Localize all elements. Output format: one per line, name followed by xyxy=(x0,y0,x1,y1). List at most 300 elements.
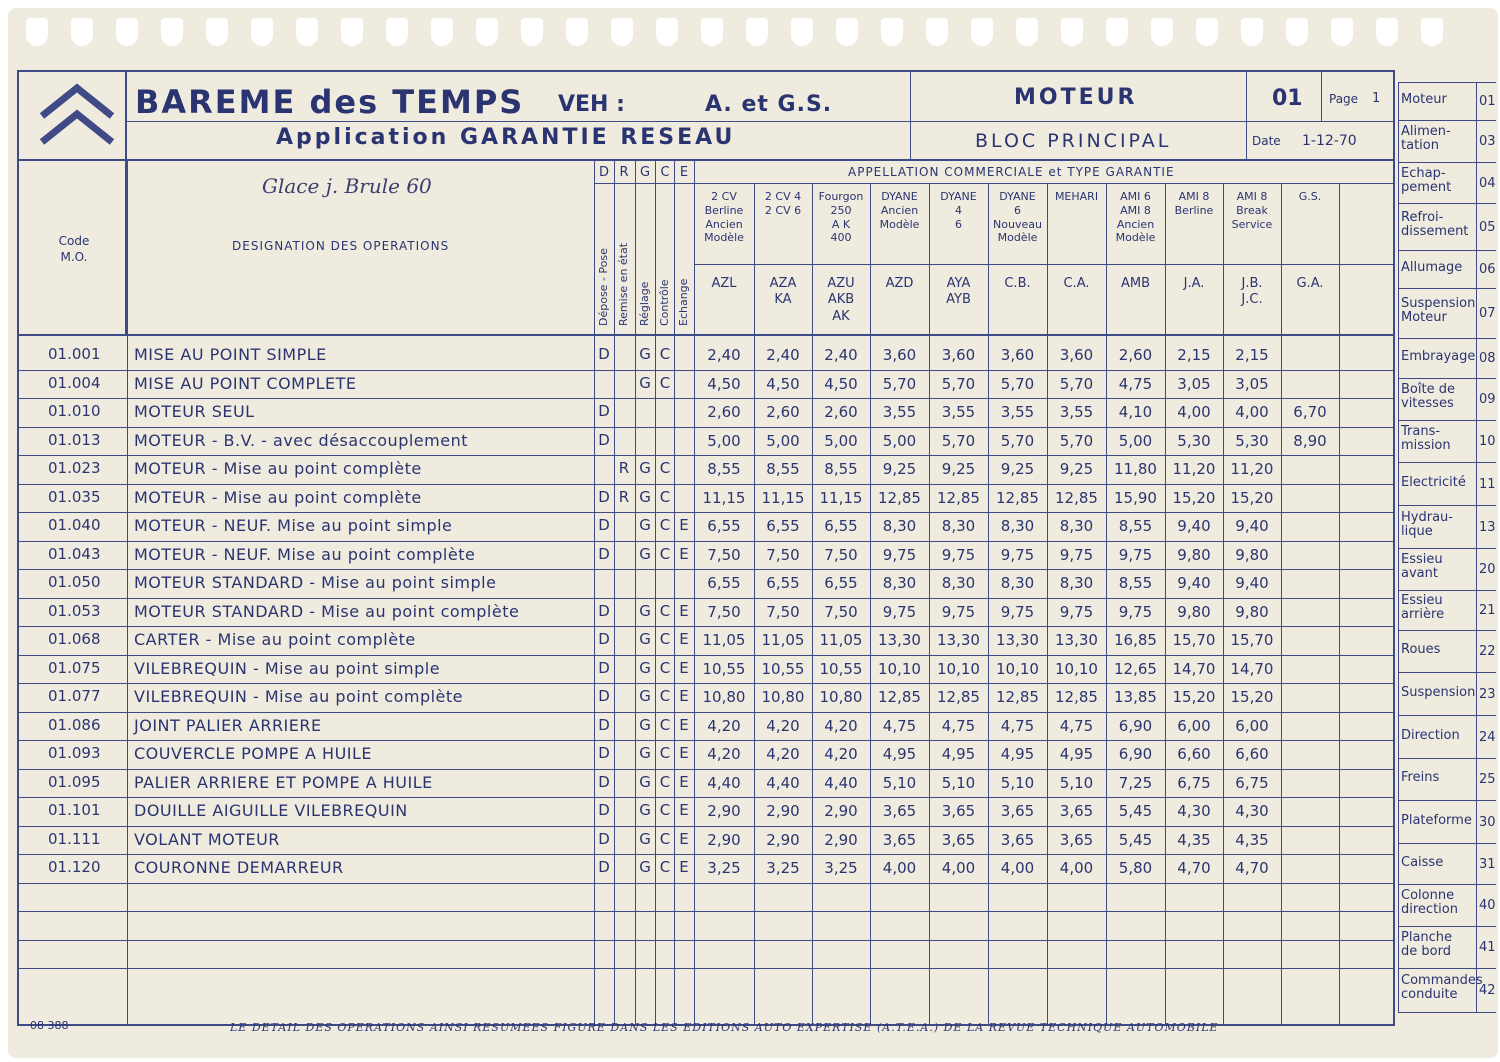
time-value: 2,90 xyxy=(766,802,800,820)
row-rule xyxy=(17,883,1393,884)
time-value: 6,90 xyxy=(1118,745,1153,763)
appellation-rule xyxy=(694,183,1393,184)
time-value: 6,55 xyxy=(766,574,800,592)
flag-name: Echange xyxy=(677,278,690,326)
time-value: 4,95 xyxy=(1059,745,1094,763)
binder-hole xyxy=(926,18,948,46)
time-value: 4,95 xyxy=(882,745,917,763)
time-value: 6,55 xyxy=(707,574,741,592)
date-label: Date xyxy=(1252,134,1281,148)
operation-flag: G xyxy=(639,601,651,620)
operation-flag: G xyxy=(639,487,651,506)
model-name: DYANE 4 6 xyxy=(940,190,977,231)
time-value: 4,20 xyxy=(824,716,858,735)
time-value: 9,25 xyxy=(882,460,917,478)
side-tab-label: Electricité xyxy=(1401,474,1466,490)
time-value: 6,75 xyxy=(1235,773,1269,792)
model-column-rule xyxy=(1281,183,1282,1024)
time-value: 10,10 xyxy=(1055,659,1098,678)
time-value: 2,15 xyxy=(1235,346,1269,364)
time-value: 4,95 xyxy=(1000,745,1035,763)
time-value: 5,70 xyxy=(941,374,976,393)
flag-name: Remise en état xyxy=(617,242,630,326)
binder-hole xyxy=(116,18,138,46)
section-divider xyxy=(910,70,911,159)
binder-hole xyxy=(1061,18,1083,46)
binder-hole xyxy=(1421,18,1443,46)
operation-flag: E xyxy=(679,516,689,534)
time-value: 8,55 xyxy=(766,460,800,478)
time-value: 2,90 xyxy=(824,802,858,820)
row-rule xyxy=(17,484,1393,485)
operation-flag: D xyxy=(598,801,610,819)
row-rule xyxy=(17,569,1393,570)
time-value: 3,65 xyxy=(1059,830,1094,849)
time-value: 3,65 xyxy=(941,802,976,820)
flag-letter-g: G xyxy=(639,165,651,180)
time-value: 15,20 xyxy=(1172,688,1216,706)
model-column-rule xyxy=(754,183,755,1024)
operation-designation: COURONNE DEMARREUR xyxy=(134,858,344,877)
operation-flag: C xyxy=(659,345,671,363)
time-value: 11,80 xyxy=(1114,460,1157,478)
subsection-title: BLOC PRINCIPAL xyxy=(975,130,1172,152)
time-value: 4,10 xyxy=(1118,403,1153,421)
time-value: 11,05 xyxy=(761,631,805,649)
operation-code: 01.053 xyxy=(48,601,101,620)
table-head-rule xyxy=(17,334,1393,336)
model-type: C.A. xyxy=(1063,276,1090,291)
side-tab-number: 41 xyxy=(1479,940,1496,955)
time-value: 9,75 xyxy=(1059,602,1094,621)
flag-column-rule xyxy=(635,159,636,1024)
time-value: 5,00 xyxy=(882,431,917,450)
time-value: 5,10 xyxy=(1059,773,1094,792)
time-value: 4,20 xyxy=(707,716,741,735)
tab-rule xyxy=(1398,715,1496,716)
time-value: 4,00 xyxy=(882,859,917,877)
time-value: 3,65 xyxy=(1000,830,1035,849)
row-rule xyxy=(17,370,1393,371)
time-value: 4,20 xyxy=(766,745,800,763)
binder-hole xyxy=(1106,18,1128,46)
operation-flag: E xyxy=(679,744,689,762)
binder-hole xyxy=(746,18,768,46)
operation-flag: C xyxy=(659,829,671,848)
model-type: AZU AKB AK xyxy=(827,276,855,324)
time-value: 5,30 xyxy=(1177,431,1211,450)
time-value: 3,05 xyxy=(1177,374,1211,393)
time-value: 4,75 xyxy=(1118,374,1153,393)
time-value: 3,25 xyxy=(766,859,800,877)
row-rule xyxy=(17,968,1393,969)
tab-rule xyxy=(1398,672,1496,673)
binder-holes xyxy=(8,8,1498,44)
side-tab-label: Allumage xyxy=(1401,260,1463,275)
side-tab-number: 30 xyxy=(1479,814,1496,830)
model-name: AMI 6 AMI 8 Ancien Modèle xyxy=(1115,190,1156,245)
time-value: 13,30 xyxy=(878,631,921,649)
time-value: 13,30 xyxy=(996,631,1039,649)
time-value: 2,90 xyxy=(707,830,741,849)
flag-letter-d: D xyxy=(598,165,609,180)
operation-flag: D xyxy=(598,601,610,620)
time-value: 4,00 xyxy=(1059,859,1094,877)
binder-hole xyxy=(701,18,723,46)
row-rule xyxy=(17,398,1393,399)
time-value: 6,90 xyxy=(1118,716,1153,735)
row-rule xyxy=(17,541,1393,542)
sheet-subtitle: Application GARANTIE RESEAU xyxy=(276,125,736,150)
binder-hole xyxy=(71,18,93,46)
tab-rule xyxy=(1398,505,1496,506)
operation-flag: E xyxy=(679,687,689,705)
model-type: AYA AYB xyxy=(946,276,971,308)
time-value: 15,20 xyxy=(1230,688,1274,706)
binder-hole xyxy=(386,18,408,46)
group-divider xyxy=(1246,70,1247,159)
operation-flag: C xyxy=(659,801,671,819)
time-value: 12,85 xyxy=(1055,688,1098,706)
row-rule xyxy=(17,797,1393,798)
tab-rule xyxy=(1398,162,1496,163)
side-tab-number: 24 xyxy=(1479,729,1496,745)
model-type-rule xyxy=(694,264,1393,265)
side-tab-number: 13 xyxy=(1479,519,1496,535)
time-value: 15,90 xyxy=(1114,488,1157,507)
tab-rule xyxy=(1398,884,1496,885)
operation-code: 01.023 xyxy=(48,459,101,477)
model-column-rule xyxy=(1223,183,1224,1024)
time-value: 3,60 xyxy=(1000,346,1035,364)
binder-hole xyxy=(1151,18,1173,46)
binder-hole xyxy=(1241,18,1263,46)
time-value: 10,80 xyxy=(819,688,863,706)
operation-flag: E xyxy=(679,772,689,791)
binder-hole xyxy=(656,18,678,46)
binder-hole xyxy=(791,18,813,46)
operation-code: 01.120 xyxy=(48,858,101,876)
tab-rule xyxy=(1398,338,1496,339)
time-value: 4,40 xyxy=(824,773,858,792)
time-value: 10,55 xyxy=(702,659,746,678)
tab-rule xyxy=(1398,288,1496,289)
time-value: 9,75 xyxy=(941,602,976,621)
model-column-rule xyxy=(870,183,871,1024)
operation-flag: D xyxy=(598,345,610,363)
time-value: 9,75 xyxy=(1000,602,1035,621)
side-tab-label: Alimen- tation xyxy=(1401,124,1451,154)
tab-rule xyxy=(1398,590,1496,591)
time-value: 4,40 xyxy=(766,773,800,792)
time-value: 16,85 xyxy=(1114,631,1157,649)
operation-flag: G xyxy=(639,772,651,791)
row-rule xyxy=(17,598,1393,599)
time-value: 2,40 xyxy=(824,346,858,364)
time-value: 8,30 xyxy=(941,517,976,535)
operation-flag: D xyxy=(598,687,610,705)
flag-letter-rule xyxy=(594,183,694,184)
side-tab-number: 04 xyxy=(1479,175,1496,191)
model-column-rule xyxy=(1047,183,1048,1024)
time-value: 11,15 xyxy=(702,488,746,507)
time-value: 9,80 xyxy=(1235,545,1269,564)
operation-flag: E xyxy=(679,630,689,648)
operation-code: 01.040 xyxy=(48,516,101,534)
time-value: 10,80 xyxy=(761,688,805,706)
time-value: 6,70 xyxy=(1293,403,1327,421)
time-value: 8,30 xyxy=(882,517,917,535)
binder-hole xyxy=(296,18,318,46)
side-tab-number: 23 xyxy=(1479,686,1496,702)
side-tab-label: Boîte de vitesses xyxy=(1401,382,1455,412)
binder-hole xyxy=(566,18,588,46)
time-value: 9,75 xyxy=(941,545,976,564)
flag-column-rule xyxy=(674,159,675,1024)
model-name: 2 CV Berline Ancien Modèle xyxy=(704,190,744,245)
binder-hole xyxy=(26,18,48,46)
model-type: AMB xyxy=(1120,276,1151,291)
time-value: 2,60 xyxy=(824,403,858,421)
binder-hole xyxy=(836,18,858,46)
time-value: 12,65 xyxy=(1114,659,1157,678)
operation-flag: C xyxy=(659,630,671,648)
appellation-header: APPELLATION COMMERCIALE et TYPE GARANTIE xyxy=(848,165,1175,179)
side-tab-number: 42 xyxy=(1479,983,1496,998)
time-value: 5,70 xyxy=(1000,374,1035,393)
operation-flag: G xyxy=(639,715,651,734)
time-value: 5,70 xyxy=(882,374,917,393)
time-value: 4,35 xyxy=(1235,830,1269,849)
binder-hole xyxy=(1016,18,1038,46)
operation-designation: MOTEUR - Mise au point complète xyxy=(134,459,422,478)
operation-designation: MISE AU POINT SIMPLE xyxy=(134,345,327,364)
flag-column-rule xyxy=(594,159,595,1024)
operation-code: 01.077 xyxy=(48,687,101,705)
time-value: 14,70 xyxy=(1172,659,1216,678)
operation-code: 01.093 xyxy=(48,744,101,762)
operation-flag: G xyxy=(639,801,651,819)
time-value: 2,60 xyxy=(707,403,741,421)
time-value: 8,30 xyxy=(1059,517,1094,535)
time-value: 3,60 xyxy=(1059,346,1094,364)
operation-designation: VILEBREQUIN - Mise au point simple xyxy=(134,658,441,678)
time-value: 4,75 xyxy=(941,716,976,735)
time-value: 2,90 xyxy=(707,802,741,820)
side-tab-number: 20 xyxy=(1479,562,1496,577)
time-value: 8,30 xyxy=(1059,574,1094,592)
model-column-rule xyxy=(988,183,989,1024)
time-value: 3,65 xyxy=(941,830,976,849)
time-value: 9,40 xyxy=(1235,574,1269,592)
operation-flag: C xyxy=(659,373,671,392)
time-value: 9,75 xyxy=(1059,545,1094,564)
row-rule xyxy=(17,427,1393,428)
operation-designation: PALIER ARRIERE ET POMPE A HUILE xyxy=(134,772,433,792)
time-value: 11,20 xyxy=(1230,460,1274,478)
time-value: 8,55 xyxy=(1118,517,1153,535)
side-tab-number: 05 xyxy=(1479,219,1496,235)
operation-code: 01.035 xyxy=(48,487,101,506)
time-value: 4,00 xyxy=(941,859,976,877)
time-value: 6,00 xyxy=(1235,716,1269,735)
binder-hole xyxy=(161,18,183,46)
time-value: 7,50 xyxy=(824,602,858,621)
time-value: 9,80 xyxy=(1177,602,1211,621)
side-tab-number: 40 xyxy=(1479,898,1496,913)
time-value: 11,05 xyxy=(702,631,746,649)
side-tab-number: 10 xyxy=(1479,434,1496,449)
flag-letter-e: E xyxy=(679,165,689,180)
operation-code: 01.075 xyxy=(48,658,101,677)
time-value: 4,95 xyxy=(941,745,976,763)
time-value: 2,90 xyxy=(766,830,800,849)
time-value: 4,20 xyxy=(824,745,858,763)
designation-column-header: DESIGNATION DES OPERATIONS xyxy=(232,239,450,253)
side-tab-label: Freins xyxy=(1401,770,1440,785)
time-value: 2,90 xyxy=(824,830,858,849)
row-rule xyxy=(17,712,1393,713)
side-tab-label: Plateforme xyxy=(1401,812,1472,828)
time-value: 4,50 xyxy=(766,374,800,393)
binder-hole xyxy=(881,18,903,46)
time-value: 4,30 xyxy=(1235,802,1269,820)
operation-flag: G xyxy=(639,658,651,677)
time-value: 15,20 xyxy=(1172,488,1216,507)
time-value: 3,55 xyxy=(1000,403,1035,421)
model-name: MEHARI xyxy=(1054,190,1099,203)
model-column-rule xyxy=(1106,183,1107,1024)
time-value: 3,60 xyxy=(941,346,976,364)
time-value: 3,25 xyxy=(707,859,741,877)
time-value: 4,75 xyxy=(1059,716,1094,735)
vehicle-label: VEH : xyxy=(558,92,625,117)
tab-rule xyxy=(1398,378,1496,379)
time-value: 5,00 xyxy=(824,431,858,450)
time-value: 3,60 xyxy=(882,346,917,364)
time-value: 12,85 xyxy=(937,488,980,507)
operation-flag: D xyxy=(598,630,610,648)
time-value: 4,00 xyxy=(1000,859,1035,877)
model-name: AMI 8 Break Service xyxy=(1231,190,1273,231)
time-value: 8,90 xyxy=(1293,431,1327,450)
row-rule xyxy=(17,854,1393,855)
time-value: 5,30 xyxy=(1235,431,1269,450)
time-value: 12,85 xyxy=(996,688,1039,706)
side-tab-label: Colonne direction xyxy=(1401,888,1458,918)
operation-flag: G xyxy=(639,345,651,363)
binder-hole xyxy=(251,18,273,46)
time-value: 11,05 xyxy=(819,631,863,649)
operation-flag: D xyxy=(598,829,610,848)
operation-flag: D xyxy=(598,658,610,677)
binder-hole xyxy=(476,18,498,46)
operation-flag: C xyxy=(659,516,671,534)
tab-rule xyxy=(1398,548,1496,549)
time-value: 9,25 xyxy=(1000,460,1035,478)
time-value: 8,30 xyxy=(1000,574,1035,592)
time-value: 5,00 xyxy=(1118,431,1153,450)
time-value: 3,65 xyxy=(882,830,917,849)
time-value: 3,55 xyxy=(882,403,917,421)
row-rule xyxy=(17,626,1393,627)
operation-flag: D xyxy=(598,402,610,420)
side-tab-label: Commandes conduite xyxy=(1401,973,1483,1003)
time-value: 11,20 xyxy=(1172,460,1216,478)
form-number: 08 388 xyxy=(30,1019,69,1032)
time-value: 5,70 xyxy=(1059,374,1094,393)
operation-flag: D xyxy=(598,772,610,791)
page-number: 1 xyxy=(1372,91,1381,106)
time-value: 10,10 xyxy=(878,659,921,678)
tab-rule xyxy=(1398,462,1496,463)
time-value: 15,70 xyxy=(1172,631,1216,649)
section-title: MOTEUR xyxy=(1014,85,1138,110)
model-type: J.A. xyxy=(1183,276,1205,291)
time-value: 9,25 xyxy=(1059,460,1094,478)
model-name: G.S. xyxy=(1298,190,1322,203)
time-value: 4,00 xyxy=(1235,403,1269,421)
operation-flag: E xyxy=(679,715,689,734)
row-rule xyxy=(17,740,1393,741)
time-value: 4,35 xyxy=(1177,830,1211,849)
operation-code: 01.004 xyxy=(48,373,101,392)
operation-code: 01.013 xyxy=(48,430,101,449)
time-value: 5,70 xyxy=(1000,431,1035,450)
header-bottom-rule xyxy=(17,159,1393,161)
side-tab-label: Direction xyxy=(1401,727,1460,743)
side-tab-label: Suspension xyxy=(1401,684,1476,700)
side-tab-label: Essieu avant xyxy=(1401,552,1443,582)
row-rule xyxy=(17,911,1393,912)
model-type: G.A. xyxy=(1296,276,1324,291)
time-value: 9,75 xyxy=(882,545,917,564)
time-value: 12,85 xyxy=(878,688,921,706)
header-rule xyxy=(125,121,1393,122)
time-value: 6,60 xyxy=(1235,745,1269,763)
time-value: 6,55 xyxy=(766,517,800,535)
operation-flag: E xyxy=(679,858,689,876)
operation-code: 01.043 xyxy=(48,544,101,563)
time-value: 4,40 xyxy=(707,773,741,792)
time-value: 7,25 xyxy=(1118,773,1153,792)
binder-hole xyxy=(611,18,633,46)
operation-flag: C xyxy=(659,772,671,791)
time-value: 9,40 xyxy=(1177,574,1211,592)
time-value: 7,50 xyxy=(824,545,858,564)
operation-designation: DOUILLE AIGUILLE VILEBREQUIN xyxy=(134,801,408,820)
model-name: DYANE 6 Nouveau Modèle xyxy=(993,190,1042,245)
time-value: 15,70 xyxy=(1230,631,1274,649)
row-rule xyxy=(17,512,1393,513)
tab-rule xyxy=(1398,120,1496,121)
operation-designation: MOTEUR - NEUF. Mise au point complète xyxy=(134,544,476,564)
tab-rule xyxy=(1398,926,1496,927)
time-value: 6,75 xyxy=(1177,773,1211,792)
time-value: 14,70 xyxy=(1230,659,1274,678)
model-name: 2 CV 4 2 CV 6 xyxy=(764,190,802,217)
time-value: 2,15 xyxy=(1177,346,1211,364)
time-value: 10,10 xyxy=(996,659,1039,678)
time-value: 12,85 xyxy=(996,488,1039,507)
tab-number-rule xyxy=(1476,82,1477,1012)
binder-hole xyxy=(1376,18,1398,46)
side-tab-number: 21 xyxy=(1479,603,1496,618)
time-value: 4,70 xyxy=(1235,859,1269,877)
time-value: 5,00 xyxy=(766,431,800,450)
flag-name: Réglage xyxy=(638,281,651,326)
operation-flag: C xyxy=(659,487,671,506)
